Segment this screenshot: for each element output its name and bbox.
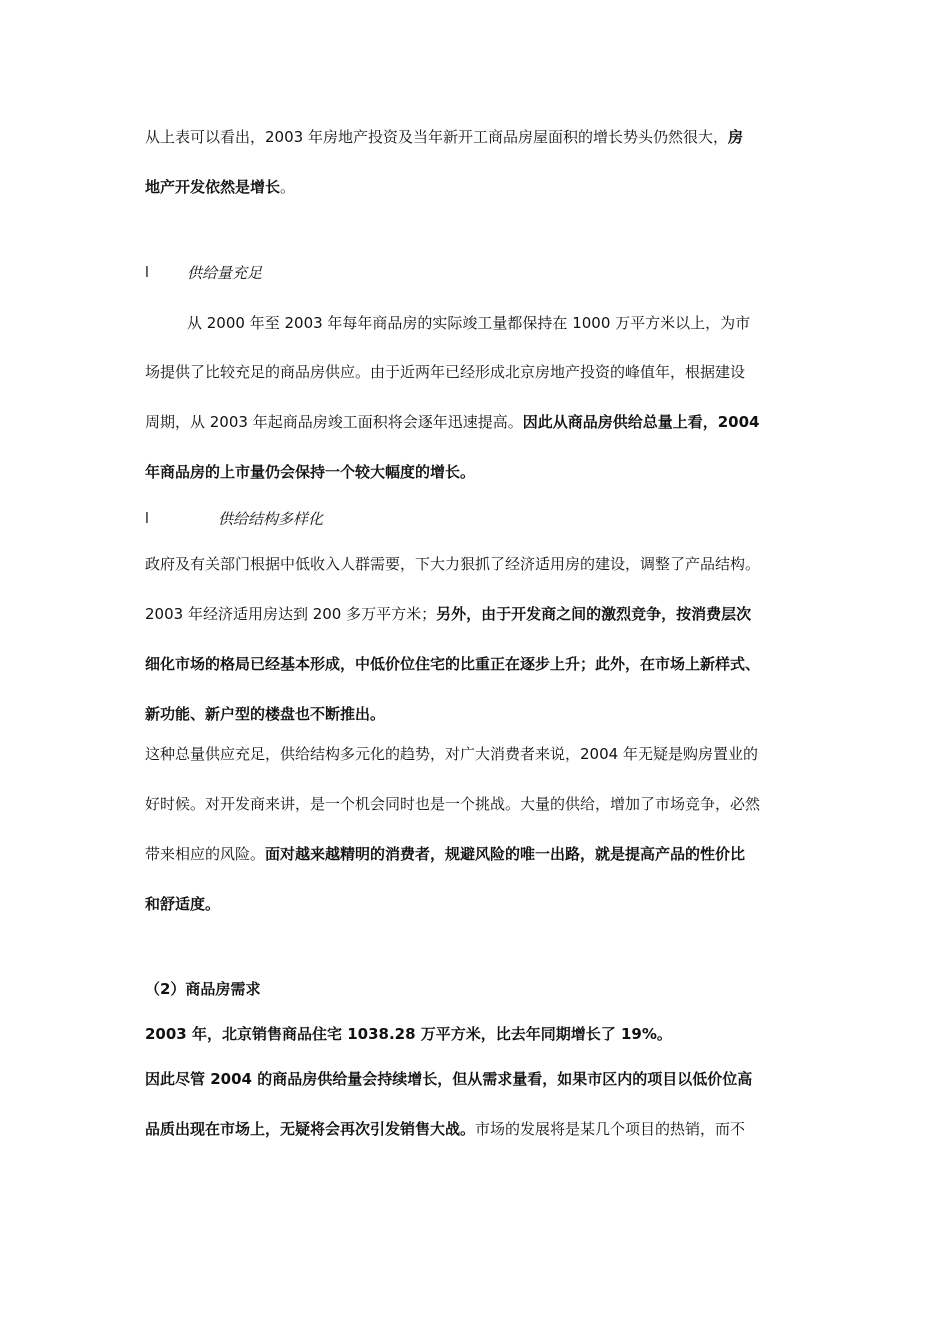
section-heading-structure: 供给结构多样化 xyxy=(218,510,324,528)
text-run: 带来相应的风险。 xyxy=(145,845,266,863)
bold-text-run: 品质出现在市场上，无疑将会再次引发销售大战。 xyxy=(145,1120,476,1138)
paragraph-line: 从 2000 年至 2003 年每年商品房的实际竣工量都保持在 1000 万平方米以上，为市 xyxy=(187,314,751,332)
bullet-marker: l xyxy=(145,265,149,281)
paragraph-line xyxy=(145,843,745,865)
paragraph-line: 政府及有关部门根据中低收入人群需要，下大力狠抓了经济适用房的建设，调整了产品结构。 xyxy=(145,555,761,573)
text-run: 市场的发展将是某几个项目的热销，而不 xyxy=(475,1120,746,1138)
paragraph-line xyxy=(145,603,751,625)
paragraph-line xyxy=(145,411,759,433)
bold-text-run: 另外，由于开发商之间的激烈竞争，按消费层次 xyxy=(436,605,752,623)
text-run: 从上表可以看出，2003 年房地产投资及当年新开工商品房屋面积的增长势头仍然很大， xyxy=(145,128,728,146)
bullet-marker: l xyxy=(145,511,149,527)
paragraph-line xyxy=(145,1118,745,1140)
paragraph-line xyxy=(145,176,295,198)
text-run: 2003 年经济适用房达到 200 多万平方米； xyxy=(145,605,437,623)
paragraph-line: 场提供了比较充足的商品房供应。由于近两年已经形成北京房地产投资的峰值年，根据建设 xyxy=(145,363,746,381)
paragraph-line: 因此尽管 2004 的商品房供给量会持续增长，但从需求量看，如果市区内的项目以低价位高 xyxy=(145,1070,753,1088)
bold-text-run: 因此从商品房供给总量上看，2004 xyxy=(522,413,760,431)
bold-text-run: 地产开发依然是增长 xyxy=(145,178,281,196)
paragraph-line: 这种总量供应充足，供给结构多元化的趋势，对广大消费者来说，2004 年无疑是购房置业的 xyxy=(145,745,758,763)
paragraph-line: 好时候。对开发商来讲，是一个机会同时也是一个挑战。大量的供给，增加了市场竞争，必然 xyxy=(145,795,761,813)
bold-text-run: 房 xyxy=(727,128,743,146)
paragraph-line: 年商品房的上市量仍会保持一个较大幅度的增长。 xyxy=(145,463,476,481)
text-run: 。 xyxy=(280,178,296,196)
paragraph-line: 细化市场的格局已经基本形成，中低价位住宅的比重正在逐步上升；此外，在市场上新样式、 xyxy=(145,655,761,673)
paragraph-line: 新功能、新户型的楼盘也不断推出。 xyxy=(145,705,386,723)
paragraph-line: 和舒适度。 xyxy=(145,895,221,913)
paragraph-line: 2003 年，北京销售商品住宅 1038.28 万平方米，比去年同期增长了 19%。 xyxy=(145,1025,672,1043)
bold-text-run: 面对越来越精明的消费者，规避风险的唯一出路，就是提高产品的性价比 xyxy=(265,845,746,863)
text-run: 周期，从 2003 年起商品房竣工面积将会逐年迅速提高。 xyxy=(145,413,523,431)
section-heading-demand: （2）商品房需求 xyxy=(145,980,261,998)
paragraph-line xyxy=(145,126,743,148)
section-heading-supply: 供给量充足 xyxy=(187,264,263,282)
